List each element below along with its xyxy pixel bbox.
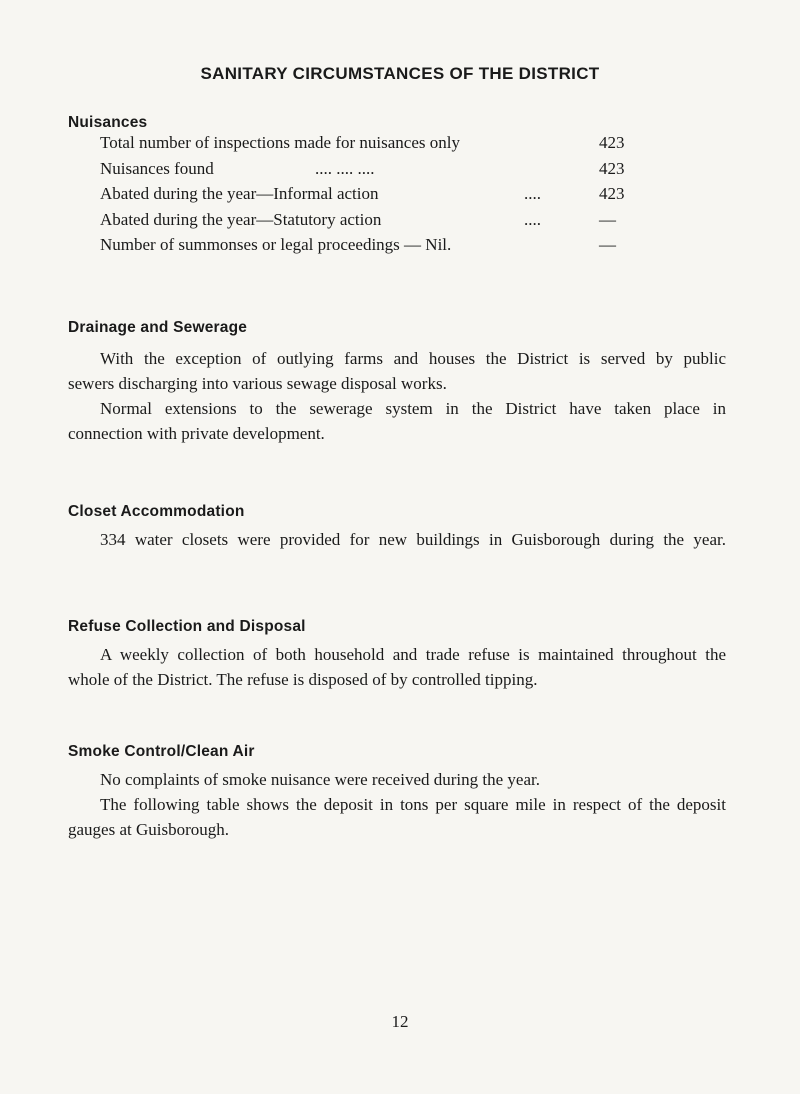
paragraph-line: The following table shows the deposit in tons per square mile in respect of the deposit bbox=[100, 795, 726, 814]
page-title: SANITARY CIRCUMSTANCES OF THE DISTRICT bbox=[200, 64, 600, 83]
row-value: 423 bbox=[599, 158, 625, 178]
nuisances-row bbox=[100, 130, 640, 156]
row-label: Nuisances found bbox=[100, 158, 214, 178]
row-value: 423 bbox=[599, 184, 625, 203]
row-label: Abated during the year—Statutory action bbox=[100, 209, 382, 229]
paragraph-line: A weekly collection of both household and trade refuse is maintained throughout the bbox=[100, 645, 726, 664]
closet-paragraph bbox=[68, 527, 726, 552]
page-number: 12 bbox=[391, 1012, 409, 1031]
paragraph-line: 334 water closets were provided for new buildings in Guisborough during the year. bbox=[100, 530, 726, 549]
paragraph-line: gauges at Guisborough. bbox=[68, 820, 230, 839]
paragraph-line: Normal extensions to the sewerage system in the District have taken place in bbox=[100, 399, 726, 418]
nuisances-table bbox=[100, 130, 640, 258]
smoke-paragraph bbox=[68, 767, 726, 842]
smoke-heading: Smoke Control/Clean Air bbox=[68, 743, 255, 760]
row-leader-dots: .... bbox=[524, 209, 541, 229]
paragraph-line: No complaints of smoke nuisance were received during the year. bbox=[100, 770, 540, 789]
row-leader-dots: .... .... .... bbox=[315, 158, 375, 178]
row-label: Abated during the year—Informal action bbox=[100, 184, 379, 203]
row-label: Number of summonses or legal proceedings — Nil. bbox=[100, 235, 452, 254]
row-value: 423 bbox=[599, 133, 625, 152]
paragraph-line: sewers discharging into various sewage disposal works. bbox=[68, 374, 447, 393]
row-label: Total number of inspections made for nuisances only bbox=[100, 133, 460, 152]
nuisances-row bbox=[100, 232, 640, 258]
row-value: — bbox=[599, 209, 616, 229]
drainage-heading: Drainage and Sewerage bbox=[68, 319, 248, 336]
drainage-paragraph bbox=[68, 346, 726, 446]
paragraph-line: With the exception of outlying farms and houses the District is served by public bbox=[100, 349, 726, 368]
nuisances-row bbox=[100, 207, 640, 233]
row-value: — bbox=[599, 235, 616, 254]
closet-heading: Closet Accommodation bbox=[68, 503, 245, 520]
nuisances-row bbox=[100, 181, 640, 207]
refuse-heading: Refuse Collection and Disposal bbox=[68, 618, 306, 635]
nuisances-row bbox=[100, 156, 640, 182]
paragraph-line: whole of the District. The refuse is disposed of by controlled tipping. bbox=[68, 670, 538, 689]
paragraph-line: connection with private development. bbox=[68, 424, 325, 443]
refuse-paragraph bbox=[68, 642, 726, 692]
nuisances-heading: Nuisances bbox=[68, 114, 148, 131]
row-leader-dots: .... bbox=[524, 184, 541, 203]
